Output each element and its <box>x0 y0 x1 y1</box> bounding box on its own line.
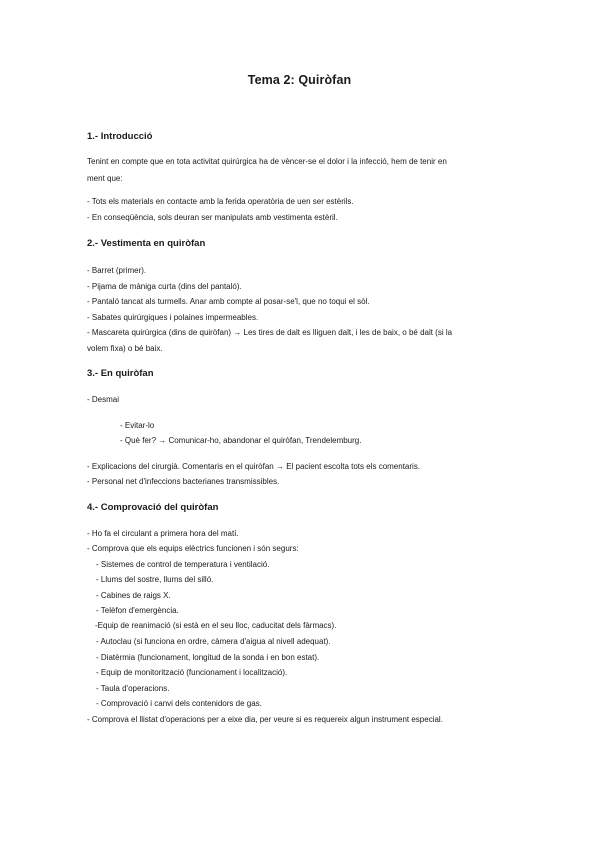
section-2-bullet-5-line-2: volem fixa) o bé baix. <box>87 344 163 353</box>
check-item: - Llums del sostre, llums del silló. <box>96 575 214 584</box>
section-3-bullet-1: - Desmai <box>87 395 120 404</box>
section-4-heading: 4.- Comprovació del quiròfan <box>87 502 219 513</box>
section-2-heading: 2.- Vestimenta en quiròfan <box>87 238 206 249</box>
section-4-bullet-2: - Comprova que els equips elèctrics funcionen i són segurs: <box>87 544 299 553</box>
section-1-intro-line-2: ment que: <box>87 174 123 183</box>
check-item: -Equip de reanimació (si està en el seu lloc, caducitat dels fàrmacs). <box>95 621 337 630</box>
section-2-bullet-4: - Sabates quirúrgiques i polaines impermeables. <box>87 313 259 322</box>
check-item: - Diatèrmia (funcionament, longitud de la sonda i en bon estat). <box>96 653 320 662</box>
section-3-sub-bullet-2: - Què fer? → Comunicar-ho, abandonar el quiròfan, Trendelemburg. <box>120 436 362 445</box>
section-4-bullet-3: - Comprova el llistat d'operacions per a eixe dia, per veure si es requereix algun instrument especial. <box>87 715 443 724</box>
check-item: - Cabines de raigs X. <box>96 591 171 600</box>
page-title: Tema 2: Quiròfan <box>247 73 352 87</box>
section-2-bullet-3: - Pantaló tancat als turmells. Anar amb compte al posar-se'l, que no toqui el sòl. <box>87 297 370 306</box>
section-2-bullet-2: - Pijama de màniga curta (dins del pantaló). <box>87 282 242 291</box>
section-2-bullet-5-line-1: - Mascareta quirúrgica (dins de quiròfan) → Les tires de dalt es lliguen dalt, i les de baix, o bé dalt (si la <box>87 328 453 337</box>
section-1-bullet-1: - Tots els materials en contacte amb la ferida operatòria de uen ser estèrils. <box>87 197 354 206</box>
check-item: - Telèfon d'emergència. <box>96 606 179 615</box>
check-item: - Comprovació i canvi dels contenidors de gas. <box>96 699 262 708</box>
section-4-bullet-1: - Ho fa el circulant a primera hora del matí. <box>87 529 239 538</box>
section-3-bullet-3: - Personal net d'infeccions bacterianes transmissibles. <box>87 477 280 486</box>
section-1-intro-line-1: Tenint en compte que en tota activitat quirúrgica ha de vèncer-se el dolor i la infecció, hem de tenir en <box>87 157 447 166</box>
section-3-sub-bullet-1: - Evitar-lo <box>120 421 155 430</box>
section-3-bullet-2: - Explicacions del cirurgià. Comentaris en el quiròfan → El pacient escolta tots els comentaris. <box>87 462 421 471</box>
check-item: - Equip de monitorització (funcionament i localització). <box>96 668 288 677</box>
section-1-heading: 1.- Introducció <box>87 131 153 142</box>
check-item: - Autoclau (si funciona en ordre, càmera d'aigua al nivell adequat). <box>96 637 331 646</box>
section-2-bullet-1: - Barret (primer). <box>87 266 147 275</box>
section-3-heading: 3.- En quiròfan <box>87 368 154 379</box>
section-1-bullet-2: - En conseqüència, sols deuran ser manipulats amb vestimenta estèril. <box>87 213 338 222</box>
check-item: - Sistemes de control de temperatura i ventilació. <box>96 560 270 569</box>
check-item: - Taula d'operacions. <box>96 684 170 693</box>
